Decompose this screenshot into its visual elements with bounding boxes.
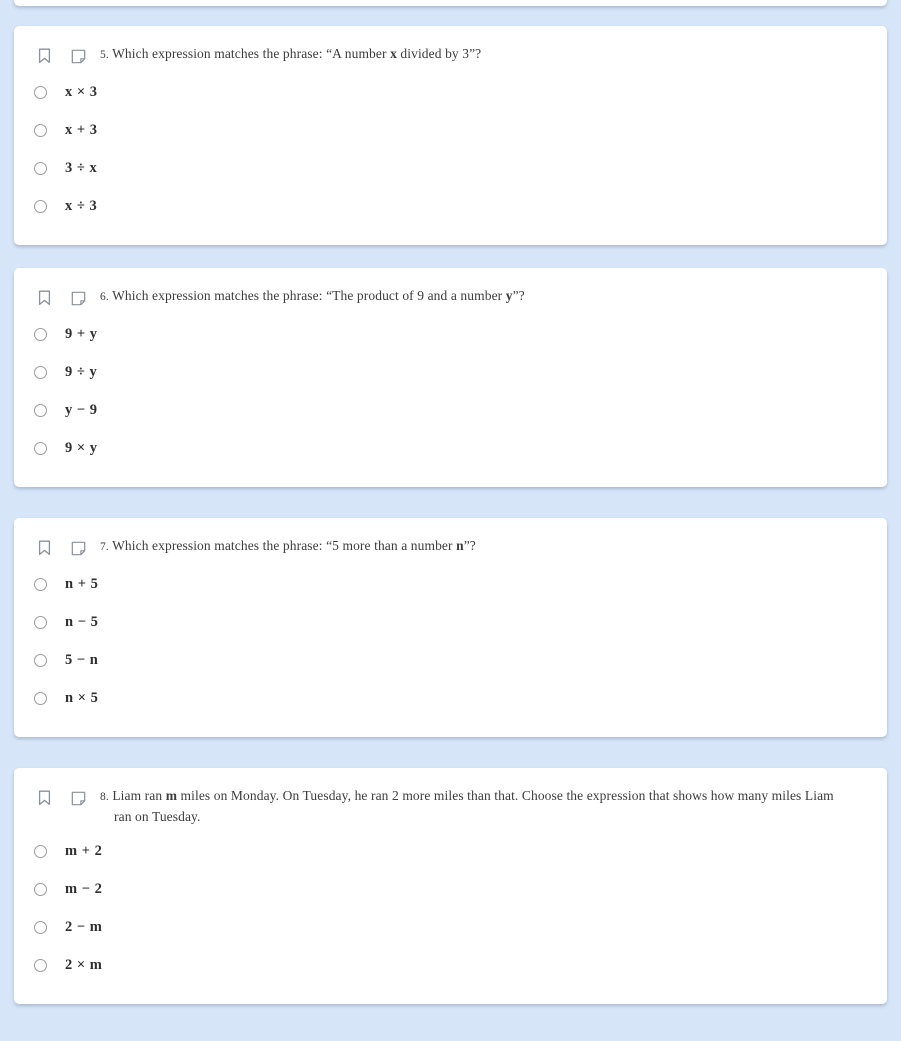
- option-row[interactable]: [34, 946, 869, 984]
- option-label: x + 3: [65, 121, 98, 138]
- question-card: [14, 768, 887, 1004]
- question-text: [100, 786, 869, 826]
- radio-button[interactable]: [34, 921, 47, 934]
- question-variable: x: [390, 46, 397, 61]
- note-icon[interactable]: [68, 45, 88, 67]
- question-variable: m: [165, 788, 178, 803]
- question-text-part: Liam ran: [112, 788, 166, 803]
- radio-button[interactable]: [34, 366, 47, 379]
- radio-button[interactable]: [34, 404, 47, 417]
- radio-button[interactable]: [34, 616, 47, 629]
- note-icon[interactable]: [68, 287, 88, 309]
- option-row[interactable]: [34, 679, 869, 717]
- option-row[interactable]: [34, 603, 869, 641]
- radio-button[interactable]: [34, 959, 47, 972]
- radio-button[interactable]: [34, 162, 47, 175]
- option-row[interactable]: [34, 149, 869, 187]
- question-text-part: ”?: [463, 538, 476, 553]
- option-label: n + 5: [65, 575, 99, 592]
- question-header: [14, 26, 887, 67]
- option-row[interactable]: [34, 832, 869, 870]
- question-header: [14, 518, 887, 559]
- radio-button[interactable]: [34, 200, 47, 213]
- option-label: x × 3: [65, 83, 98, 100]
- option-label: 3 ÷ x: [65, 159, 98, 176]
- question-number: 8.: [100, 791, 109, 803]
- option-row[interactable]: [34, 73, 869, 111]
- option-row[interactable]: [34, 187, 869, 225]
- note-icon[interactable]: [68, 787, 88, 809]
- option-row[interactable]: [34, 429, 869, 467]
- note-icon[interactable]: [68, 537, 88, 559]
- option-row[interactable]: [34, 391, 869, 429]
- question-card: [14, 26, 887, 245]
- radio-button[interactable]: [34, 328, 47, 341]
- option-label: m + 2: [65, 842, 103, 859]
- option-row[interactable]: [34, 870, 869, 908]
- bookmark-icon[interactable]: [34, 45, 54, 67]
- radio-button[interactable]: [34, 883, 47, 896]
- question-text-part: divided by 3”?: [396, 46, 482, 61]
- question-text-part: ”?: [512, 288, 525, 303]
- question-header: [14, 268, 887, 309]
- question-text: [100, 286, 549, 307]
- option-list: [14, 309, 887, 487]
- option-row[interactable]: [34, 908, 869, 946]
- question-variable: y: [505, 288, 513, 303]
- question-number: 5.: [100, 49, 109, 61]
- question-number: 7.: [100, 541, 109, 553]
- option-label: 9 ÷ y: [65, 363, 98, 380]
- question-number: 6.: [100, 291, 109, 303]
- option-row[interactable]: [34, 111, 869, 149]
- option-label: 2 − m: [65, 918, 103, 935]
- radio-button[interactable]: [34, 654, 47, 667]
- radio-button[interactable]: [34, 124, 47, 137]
- question-variable: n: [456, 538, 464, 553]
- option-row[interactable]: [34, 315, 869, 353]
- option-list: [14, 826, 887, 1004]
- question-text-part: Which expression matches the phrase: “A number: [112, 46, 391, 61]
- option-label: x ÷ 3: [65, 197, 98, 214]
- question-header: [14, 768, 887, 826]
- question-text: [100, 536, 500, 557]
- radio-button[interactable]: [34, 86, 47, 99]
- option-label: m − 2: [65, 880, 103, 897]
- option-label: n − 5: [65, 613, 99, 630]
- question-text-part: Which expression matches the phrase: “The product of 9 and a number: [112, 288, 506, 303]
- option-row[interactable]: [34, 353, 869, 391]
- bookmark-icon[interactable]: [34, 287, 54, 309]
- radio-button[interactable]: [34, 442, 47, 455]
- option-row[interactable]: [34, 565, 869, 603]
- question-text: [100, 44, 505, 65]
- option-label: 9 × y: [65, 439, 98, 456]
- option-row[interactable]: [34, 641, 869, 679]
- option-label: 9 + y: [65, 325, 98, 342]
- option-label: 2 × m: [65, 956, 103, 973]
- radio-button[interactable]: [34, 845, 47, 858]
- previous-question-card-partial: [14, 0, 887, 6]
- question-card: [14, 268, 887, 487]
- bookmark-icon[interactable]: [34, 537, 54, 559]
- radio-button[interactable]: [34, 692, 47, 705]
- bookmark-icon[interactable]: [34, 787, 54, 809]
- option-list: [14, 67, 887, 245]
- option-list: [14, 559, 887, 737]
- question-text-part: miles on Monday. On Tuesday, he ran 2 more miles than that. Choose the expression that shows how many miles Liam ran on Tuesday.: [114, 788, 834, 824]
- radio-button[interactable]: [34, 578, 47, 591]
- question-card: [14, 518, 887, 737]
- question-text-part: Which expression matches the phrase: “5 more than a number: [112, 538, 457, 553]
- option-label: 5 − n: [65, 651, 99, 668]
- option-label: y − 9: [65, 401, 98, 418]
- option-label: n × 5: [65, 689, 99, 706]
